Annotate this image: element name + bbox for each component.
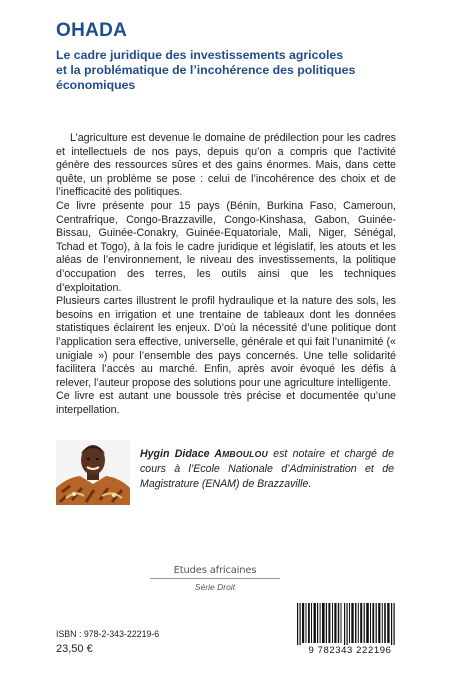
- book-subtitle: [56, 48, 436, 93]
- blurb-paragraph-4: Ce livre est autant une boussole très précise et documentée qu’une interpellation.: [56, 390, 396, 416]
- author-surname-rest: MBOULOU: [222, 449, 268, 459]
- collection-label: [150, 565, 280, 592]
- barcode-bars: [295, 603, 405, 647]
- author-first-names: Hygin Didace: [140, 448, 210, 460]
- collection-name: Etudes africaines: [150, 565, 280, 579]
- collection-series: Série Droit: [194, 582, 236, 592]
- author-photo: [56, 440, 130, 505]
- author-surname-initial: A: [214, 448, 223, 460]
- author-name: [140, 448, 268, 460]
- blurb-paragraph-2: Ce livre présente pour 15 pays (Bénin, Burkina Faso, Cameroun, Centrafrique, Congo-Brazzaville, Congo-Kinshasa, Gabon, Guinée-Bissau, Guinée-Conakry, Guinée-Equatoriale, Mali, Niger, Sénégal, Tchad et Togo), à la fois le cadre juridique et législatif, les atouts et les aléas de l’environnement, le niveau des investissements, la politique d’occupation des terres, les outils ainsi que les techniques d’exploitation.: [56, 199, 396, 294]
- barcode-digits: 9 782343 222196: [293, 645, 407, 656]
- blurb-paragraph-3: Plusieurs cartes illustrent le profil hydraulique et la nature des sols, les besoins en irrigation et une trentaine de tableaux dont les données statistiques éclairent les enjeux. D’où la nécessité d’une politique dont l’application sera effective, universelle, générale et qui fait l’unanimité (« unigiale ») pour l’ensemble des pays concernés. Une telle solidarité facilitera l’accès au marché. Enfin, après avoir évoqué les défis à relever, l’auteur propose des solutions pour une agriculture intelligente.: [56, 295, 396, 389]
- author-bio: [140, 447, 394, 492]
- subtitle-line-2: et la problématique de l’incohérence des politiques économiques: [56, 63, 356, 92]
- blurb-text: [56, 132, 396, 417]
- author-bio-text: est notaire et chargé de cours à l’Ecole Nationale d’Administration et de Magistrature (ENAM) de Brazzaville.: [140, 448, 394, 490]
- price: 23,50 €: [56, 643, 93, 655]
- isbn: ISBN : 978-2-343-22219-6: [56, 629, 160, 639]
- blurb-paragraph-1: L’agriculture est devenue le domaine de prédilection pour les cadres et intellectuels de nos pays, depuis qu’on a compris que l’activité génère des ressources sûres et des gains énormes. Mais, dans cette quête, un problème se pose : celui de l’incohérence des choix et de l’inefficacité des politiques.: [56, 132, 396, 199]
- subtitle-line-1: Le cadre juridique des investissements agricoles: [56, 48, 344, 62]
- series-title: OHADA: [56, 20, 128, 41]
